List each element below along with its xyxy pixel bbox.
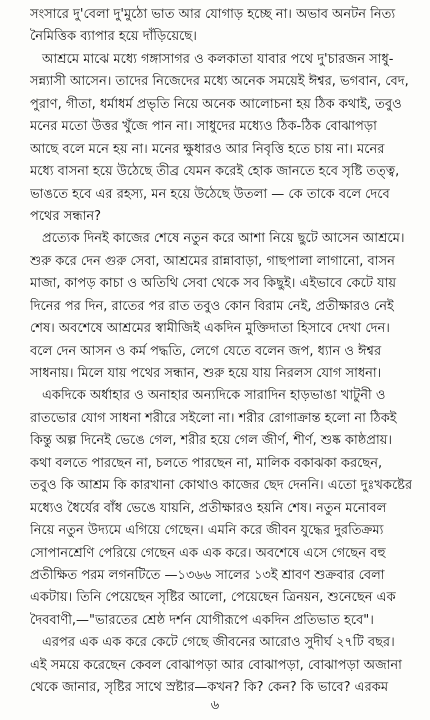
text-line: শুরু করে দেন গুরু সেবা, আশ্রমের রান্নাবাড়া, গাছপালা লাগানো, বাসন (30, 253, 395, 269)
text-line: পুরাণ, গীতা, ধর্মাধর্ম প্রভৃতি নিয়ে অনেক আলোচনা হয় ঠিক কথাই, তবুও (30, 96, 402, 112)
text-line: এরপর এক এক করে কেটে গেছে জীবনের আরোও সুদীর্ঘ ২৭টি বছর। (42, 635, 395, 651)
text-line: তবুও কি আশ্রম কি কারখানা কোথাও কাজের ছেদ দেননি। এতো দুঃখকষ্টের (30, 478, 412, 494)
text-line: একটায়। তিনি পেয়েছেন সৃষ্টির আলো, পেয়েছেন ত্রিনয়ন, শুনেছেন এক (30, 590, 396, 606)
text-line: কিন্তু অল্প দিনেই ভেঙে গেল, শরীর হয়ে গেল জীর্ণ, শীর্ণ, শুষ্ক কাষ্ঠপ্রায়। (30, 433, 393, 449)
body-text (30, 4, 412, 700)
page-number: ৬ (210, 698, 220, 713)
text-line: মধ্যেও ধৈর্যের বাঁধ ভেঙে যায়নি, প্রতীক্ষারও হয়নি শেষ। নতুন মনোবল (30, 500, 387, 516)
text-line: শেষ। অবশেষে আশ্রমের স্বামীজিই একদিন মুক্তিদাতা হিসাবে দেখা দেন। (30, 321, 390, 337)
text-line: নৈমিত্তিক ব্যাপার হয়ে দাঁড়িয়েছে। (30, 29, 197, 45)
text-line: সোপানশ্রেণি পেরিয়ে গেছেন এক এক করে। অবশেষে এসে গেছেন বহু (30, 545, 386, 561)
text-line: রাতভোর যোগ সাধনা শরীরে সইলো না। শরীর রোগাক্রান্ত হলো না ঠিকই (30, 410, 397, 426)
text-line: মাজা, কাপড় কাচা ও অতিথি সেবা থেকে সব কিছুই। এইভাবে কেটে যায় (30, 276, 397, 292)
text-line: সাধনায়। মিলে যায় পথের সন্ধান, শুরু হয়ে যায় নিরলস যোগ সাধনা। (30, 366, 382, 381)
text-line: প্রতীক্ষিত পরম লগনটিতে —১৩৬৬ সালের ১৩ই শ্রাবণ শুক্রবার বেলা (30, 567, 385, 583)
text-line: দৈববাণী,—"ভারতের শ্রেষ্ঠ দর্শন যোগীরূপে একদিন প্রতিভাত হবে"। (30, 612, 374, 628)
text-line: এই সময়ে করেছেন কেবল বোঝাপড়া আর বোঝাপড়া, বোঝাপড়া অজানা (30, 657, 402, 673)
text-line: সন্ন্যাসী আসেন। তাদের নিজেদের মধ্যে অনেক সময়েই ঈশ্বর, ভগবান, বেদ, (30, 74, 409, 90)
text-line: দিনের পর দিন, রাতের পর রাত তবুও কোন বিরাম নেই, প্রতীক্ষারও নেই (30, 298, 394, 314)
text-line: মনের মতো উত্তর খুঁজে পান না। সাধুদের মধ্যেও ঠিক-ঠিক বোঝাপড়া (30, 119, 377, 135)
text-line: ভাঙতে হবে এর রহস্য, মন হয়ে উঠেছে উতলা — কে তাকে বলে দেবে (30, 186, 390, 202)
text-line: বলে দেন আসন ও কর্ম পদ্ধতি, লেগে যেতে বলেন জপ, ধ্যান ও ঈশ্বর (30, 343, 382, 359)
text-line: পথের সন্ধান? (30, 208, 102, 224)
text-line: একদিকে অর্ধাহার ও অনাহার অন্যদিকে সারাদিন হাড়ভাঙা খাটুনী ও (42, 388, 386, 404)
text-line: থেকে জানার, সৃষ্টির সাথে স্রষ্টার—কখন? কি? কেন? কি ভাবে? এরকম (30, 680, 389, 696)
text-line: আশ্রমে মাঝে মধ্যে গঙ্গাসাগর ও কলকাতা যাবার পথে দু'চারজন সাধু- (42, 51, 394, 67)
text-line: নিয়ে নতুন উদ্যমে এগিয়ে গেছেন। এমনি করে জীবন যুদ্ধের দুরতিক্রম্য (30, 523, 384, 539)
text-line: সংসারে দু'বেলা দু'মুঠো ভাত আর যোগাড় হচ্ছে না। অভাব অনটন নিত্য (30, 7, 396, 22)
text-line: প্রত্যেক দিনই কাজের শেষে নতুন করে আশা নিয়ে ছুটে আসেন আশ্রমে। (42, 231, 405, 247)
text-line: কথা বলতে পারছেন না, চলতে পারছেন না, মালিক বকাঝকা করছেন, (30, 455, 383, 471)
text-line: মধ্যে বাসনা হয়ে উঠেছে তীব্র যেমন করেই হোক জানতে হবে সৃষ্টি তত্ত্ব, (30, 164, 400, 180)
text-line: আছে বলে মনে হয় না। মনের ক্ষুধারও আর নিবৃত্তি হতে চায় না। মনের (30, 141, 385, 157)
